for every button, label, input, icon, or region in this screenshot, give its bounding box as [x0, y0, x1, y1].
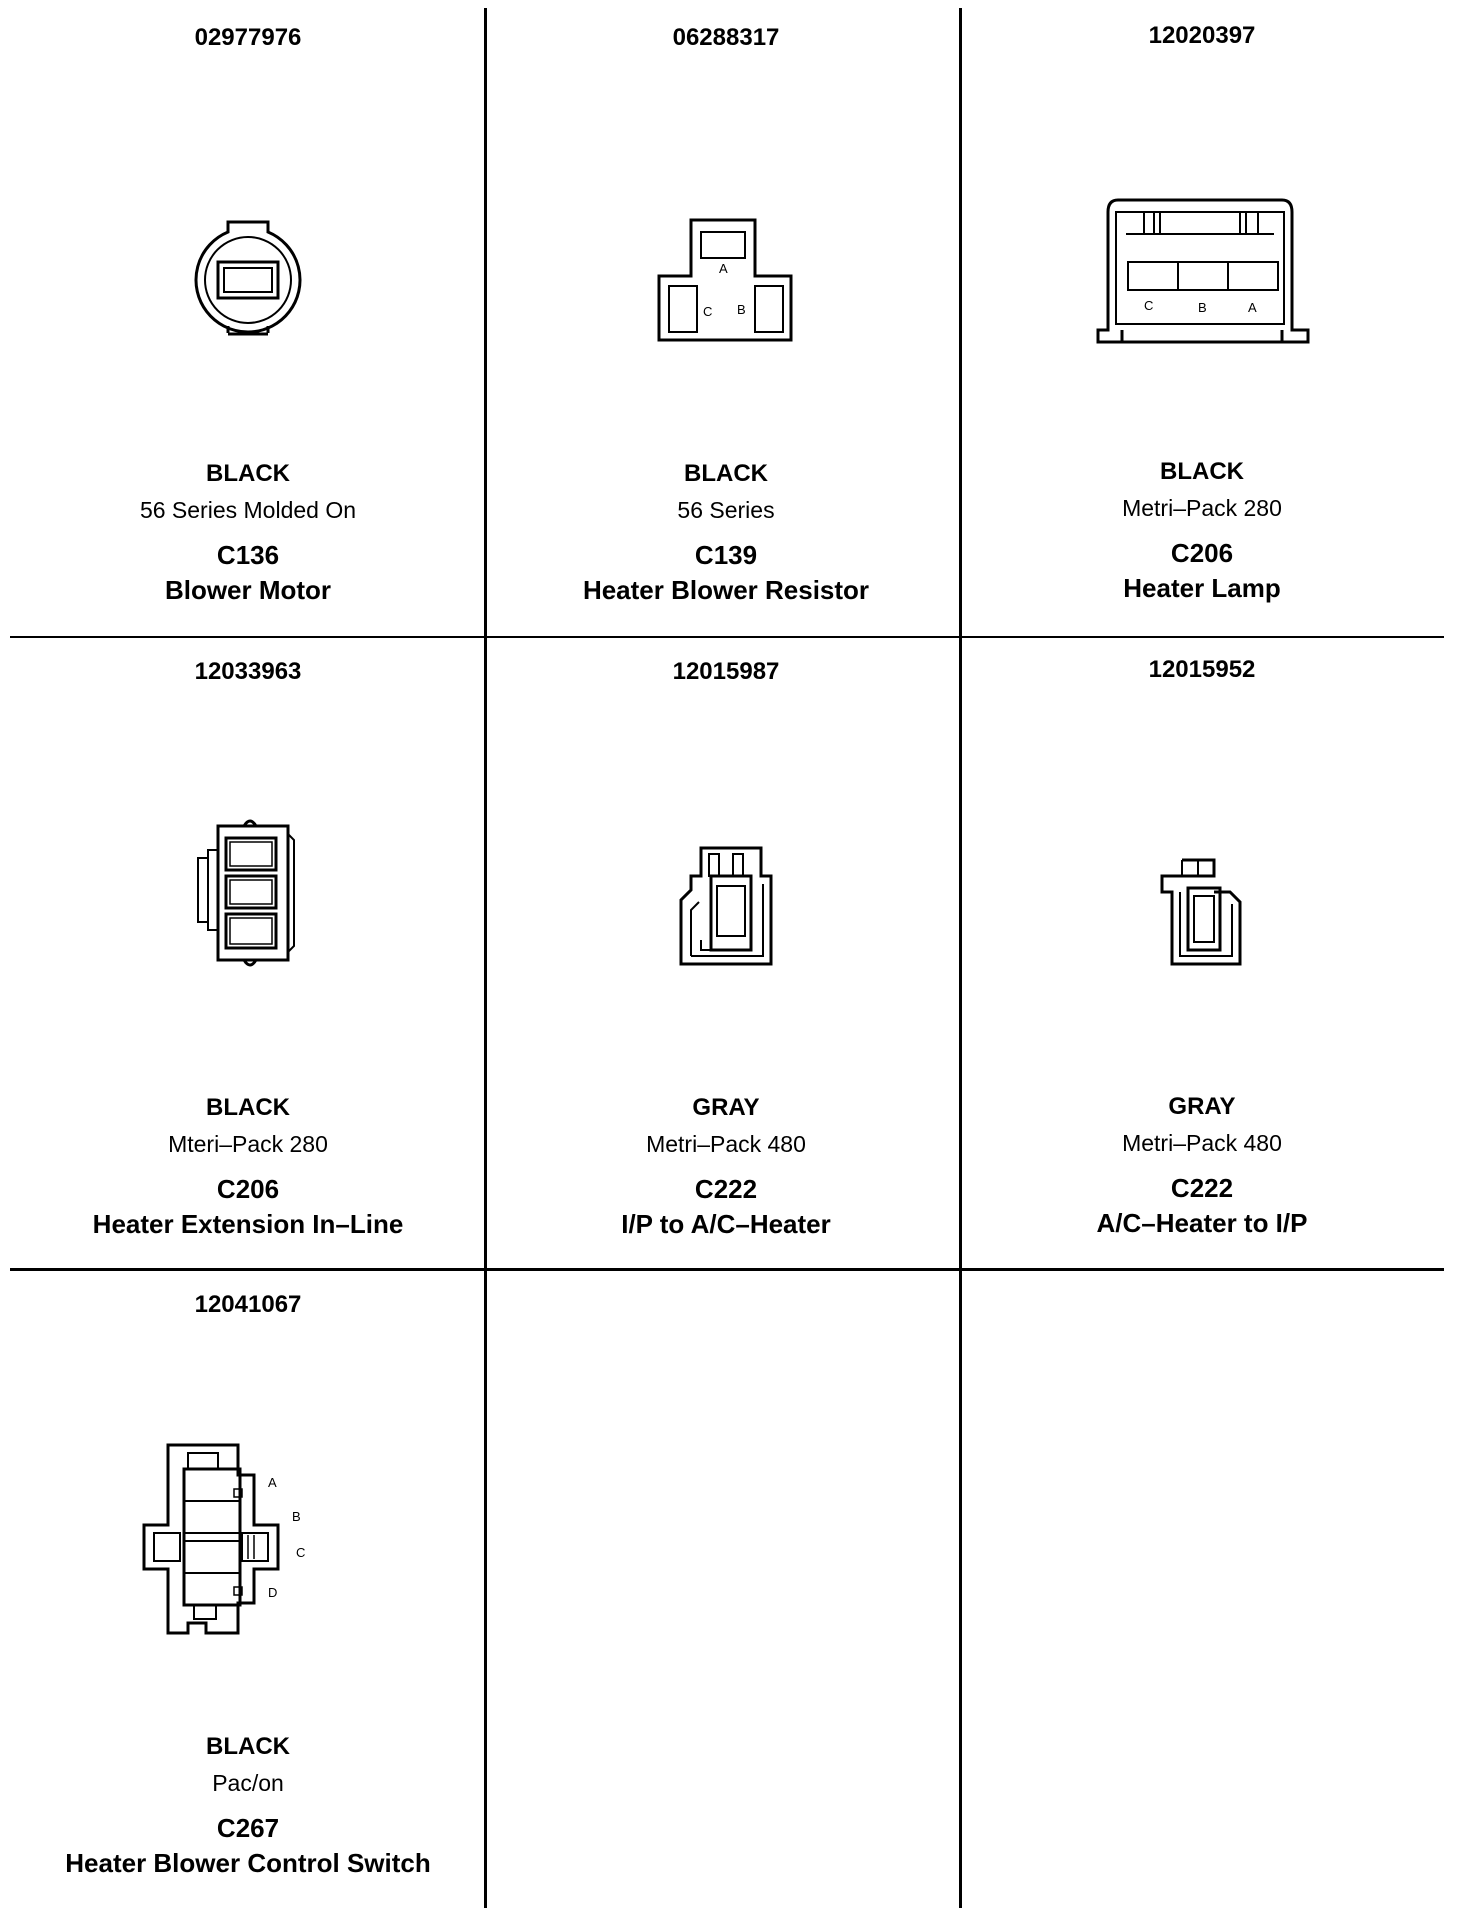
pin-label-a: A [268, 1475, 277, 1490]
pin-label-a: A [719, 261, 728, 276]
connector-id: C136 [216, 540, 280, 570]
connector-cell-c206-extension [8, 638, 488, 1268]
part-number: 12041067 [194, 1291, 302, 1318]
connector-series: 56 Series [677, 497, 775, 523]
connector-id: C222 [1170, 1173, 1234, 1203]
wire-color: GRAY [692, 1094, 760, 1121]
wire-color: BLACK [206, 460, 290, 487]
connector-id: C206 [1170, 538, 1234, 568]
connector-description: Heater Blower Control Switch [65, 1848, 431, 1878]
connector-series: Mteri–Pack 280 [168, 1131, 328, 1157]
pin-label-b: B [1198, 300, 1207, 315]
part-number: 12020397 [1148, 22, 1256, 49]
connector-drawing-inline [8, 810, 488, 980]
connector-series: Metri–Pack 480 [646, 1131, 806, 1157]
connector-series: Metri–Pack 280 [1122, 495, 1282, 521]
part-number: 02977976 [194, 24, 302, 51]
pin-label-d: D [268, 1585, 278, 1600]
connector-cell-c139 [486, 0, 966, 636]
connector-drawing-single-plug [962, 854, 1442, 970]
connector-drawing-three-pin [486, 212, 966, 342]
connector-description: I/P to A/C–Heater [621, 1209, 831, 1239]
wire-color: BLACK [684, 460, 768, 487]
pin-label-b: B [292, 1509, 301, 1524]
connector-description: Blower Motor [164, 575, 332, 605]
pin-label-c: C [703, 304, 713, 319]
part-number: 12015952 [1148, 656, 1256, 683]
connector-drawing-round [8, 210, 488, 350]
wire-color: BLACK [206, 1733, 290, 1760]
connector-description: A/C–Heater to I/P [1096, 1208, 1308, 1238]
part-number: 12015987 [672, 658, 780, 685]
part-number: 12033963 [194, 658, 302, 685]
connector-series: Metri–Pack 480 [1122, 1130, 1282, 1156]
connector-drawing-four-pin-switch [8, 1437, 488, 1647]
connector-id: C267 [216, 1813, 280, 1843]
connector-series: Pac/on [212, 1770, 284, 1796]
connector-cell-c222-heater [962, 638, 1442, 1268]
connector-id: C222 [694, 1174, 758, 1204]
connector-id: C139 [694, 540, 758, 570]
wire-color: BLACK [206, 1094, 290, 1121]
pin-label-b: B [737, 302, 746, 317]
pin-label-c: C [1144, 298, 1154, 313]
connector-series: 56 Series Molded On [139, 497, 357, 523]
connector-cell-c267 [8, 1271, 488, 1911]
connector-description: Heater Extension In–Line [92, 1209, 404, 1239]
connector-description: Heater Lamp [1123, 573, 1281, 603]
connector-cell-c222-ip [486, 638, 966, 1268]
connector-drawing-three-way [962, 192, 1442, 348]
connector-cell-c136 [8, 0, 488, 636]
pin-label-c: C [296, 1545, 306, 1560]
connector-id: C206 [216, 1174, 280, 1204]
wire-color: GRAY [1168, 1093, 1236, 1120]
connector-description: Heater Blower Resistor [582, 575, 870, 605]
connector-drawing-single-socket [486, 840, 966, 970]
wire-color: BLACK [1160, 458, 1244, 485]
part-number: 06288317 [672, 24, 780, 51]
pin-label-a: A [1248, 300, 1257, 315]
connector-cell-c206-lamp [962, 0, 1442, 636]
